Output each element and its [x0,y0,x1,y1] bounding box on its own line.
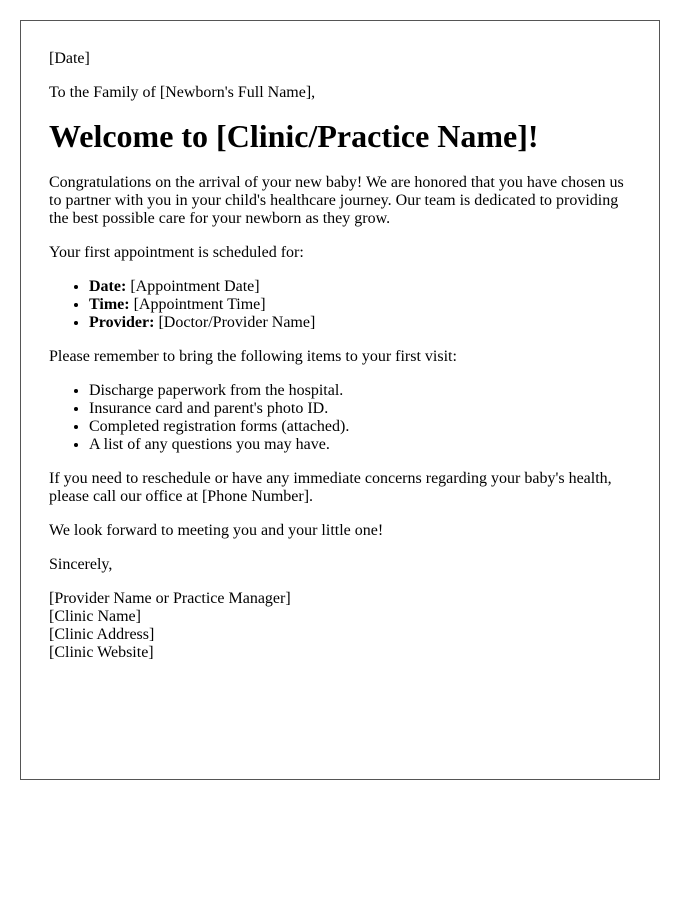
reschedule-paragraph: If you need to reschedule or have any immediate concerns regarding your baby's health, please call our office at [Phone Number]. [49,470,612,505]
appointment-item-time [89,296,631,314]
appointment-intro: Your first appointment is scheduled for: [49,244,304,261]
sign-off: Sincerely, [49,556,113,573]
list-item: • A list of any questions you may have. [89,436,631,454]
appointment-value: [Doctor/Provider Name] [158,314,316,331]
signature-line: [Clinic Address] [49,626,155,643]
letter-intro: Congratulations on the arrival of your new baby! We are honored that you have chosen us to partner with you in your child's healthcare journey. Our team is dedicated to providing the best possible care for your newborn as they grow. [49,174,624,227]
closing-line: We look forward to meeting you and your little one! [49,522,384,539]
appointment-list [49,278,631,332]
letter-date: [Date] [49,50,90,67]
appointment-item-date [89,278,631,296]
items-list [49,382,631,454]
appointment-label: Time: [89,296,130,313]
letter-heading: Welcome to [Clinic/Practice Name]! [49,118,539,154]
appointment-item-provider [89,314,631,332]
appointment-label: Date: [89,278,127,295]
signature-line: [Clinic Website] [49,644,154,661]
items-intro: Please remember to bring the following items to your first visit: [49,348,457,365]
letter-salutation: To the Family of [Newborn's Full Name], [49,84,316,101]
appointment-value: [Appointment Time] [133,296,266,313]
signature-block [49,590,631,662]
list-item: • Discharge paperwork from the hospital. [89,382,631,400]
signature-line: [Clinic Name] [49,608,141,625]
appointment-value: [Appointment Date] [130,278,260,295]
letter-page [20,20,660,780]
signature-line: [Provider Name or Practice Manager] [49,590,291,607]
list-item: • Insurance card and parent's photo ID. [89,400,631,418]
list-item: • Completed registration forms (attached). [89,418,631,436]
appointment-label: Provider: [89,314,155,331]
